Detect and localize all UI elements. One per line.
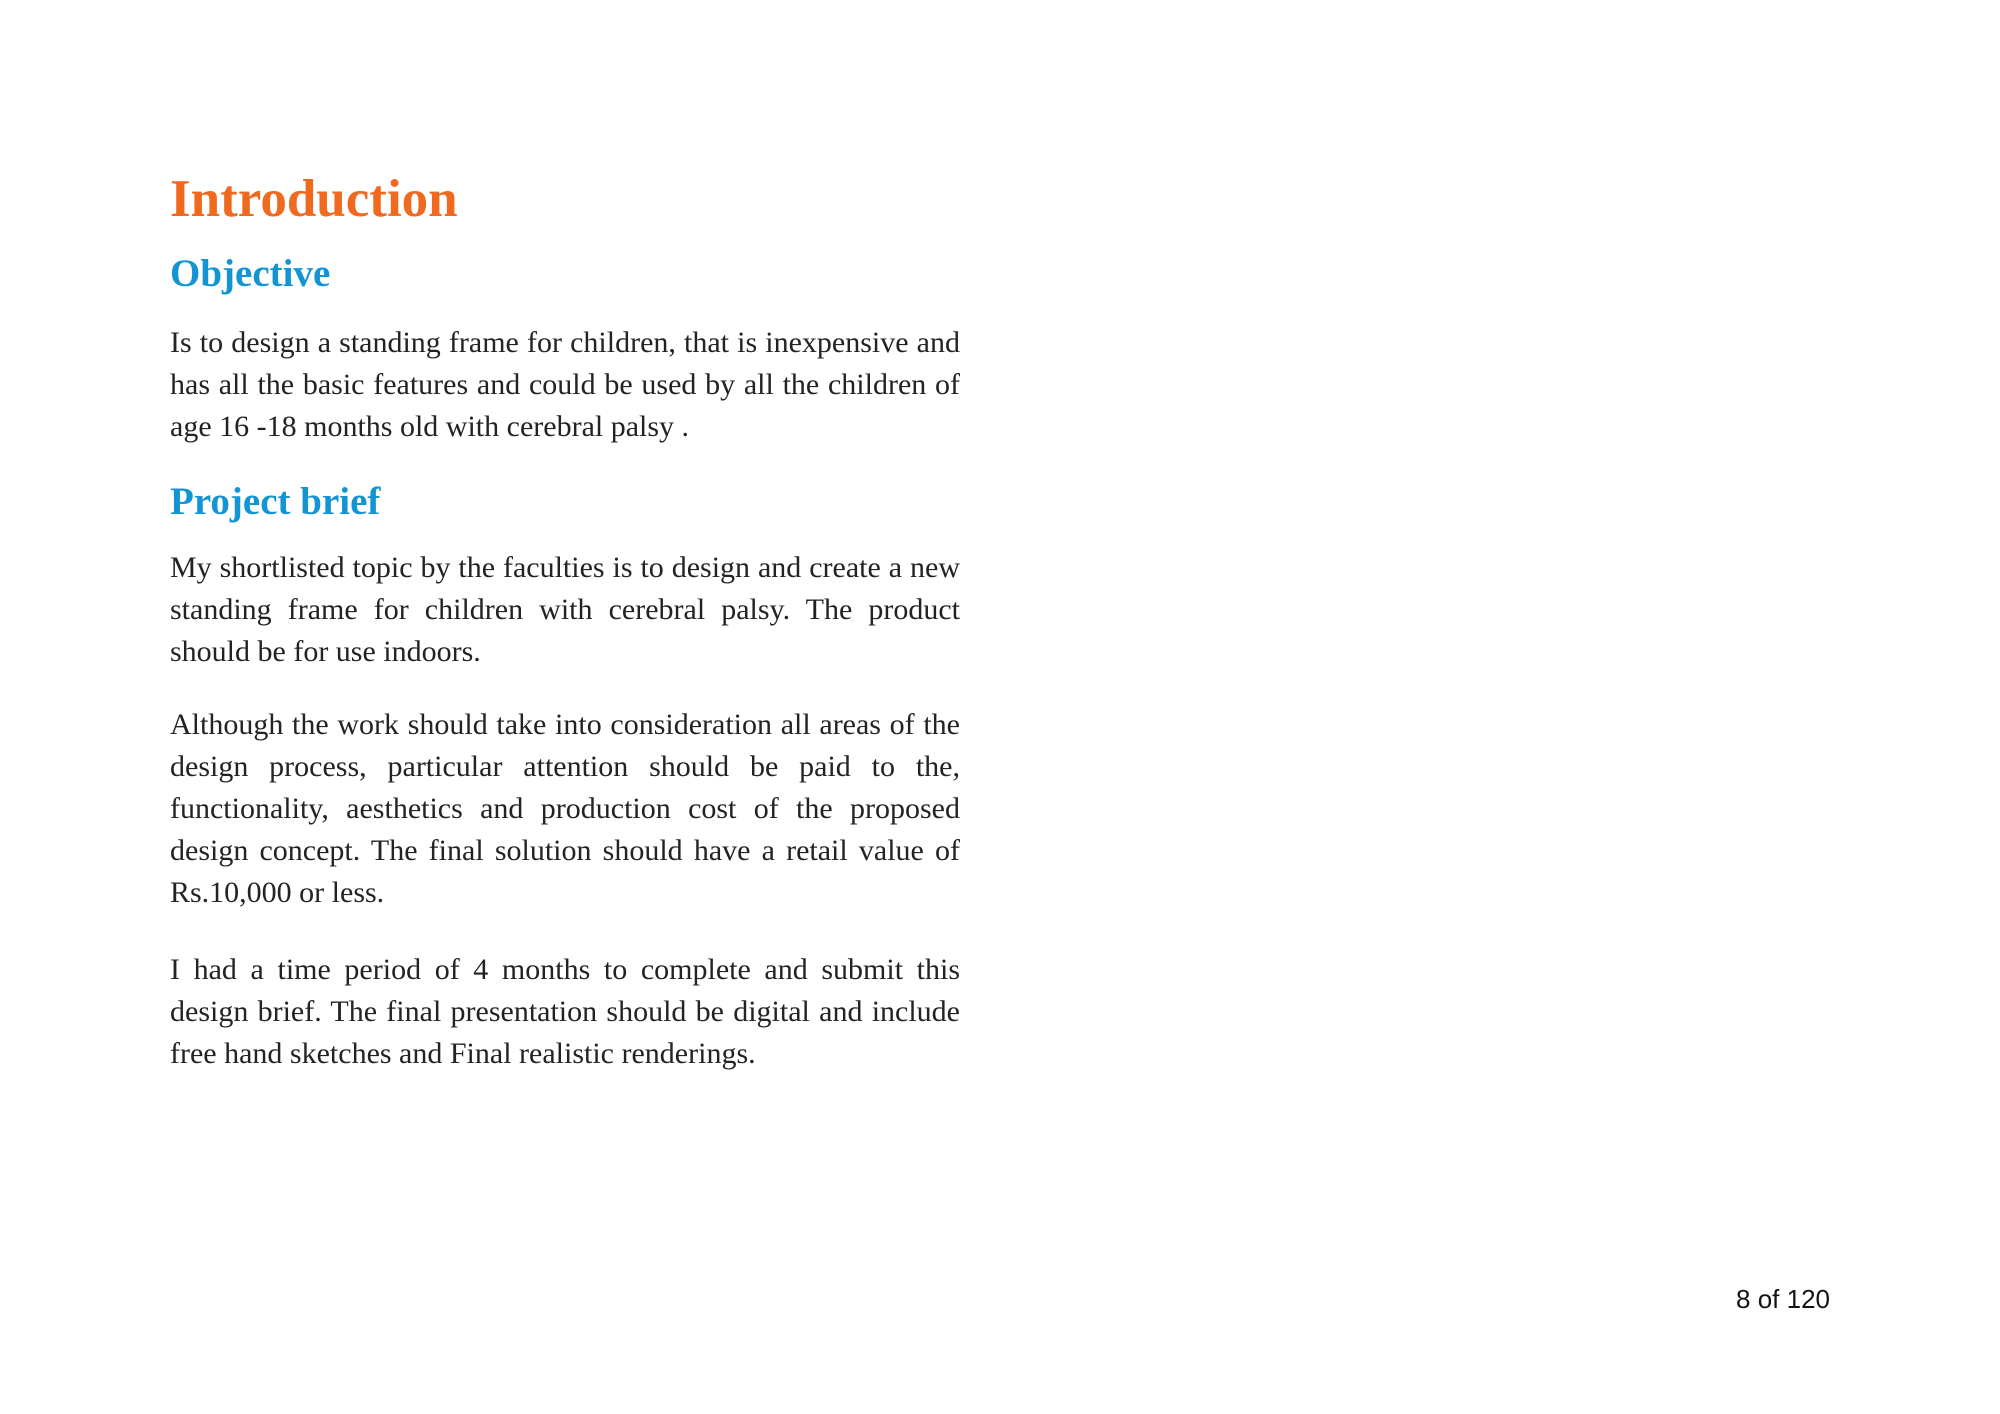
section-heading-objective: Objective: [170, 252, 331, 295]
section-heading-project-brief: Project brief: [170, 480, 381, 523]
page-number: 8 of 120: [1736, 1284, 1830, 1314]
paragraph-project-brief-1: My shortlisted topic by the faculties is to design and create a new standing frame for children with cerebral palsy. The product should be for use indoors.: [170, 551, 960, 668]
page-title: Introduction: [170, 170, 458, 228]
paragraph-project-brief-3: I had a time period of 4 months to complete and submit this design brief. The final presentation should be digital and include free hand sketches and Final realistic renderings.: [170, 953, 960, 1070]
paragraph-project-brief-2: Although the work should take into consideration all areas of the design process, particular attention should be paid to the, functionality, aesthetics and production cost of the proposed design concept. The final solution should have a retail value of Rs.10,000 or less.: [170, 708, 960, 909]
paragraph-objective: Is to design a standing frame for children, that is inexpensive and has all the basic features and could be used by all the children of age 16 -18 months old with cerebral palsy .: [170, 326, 960, 443]
